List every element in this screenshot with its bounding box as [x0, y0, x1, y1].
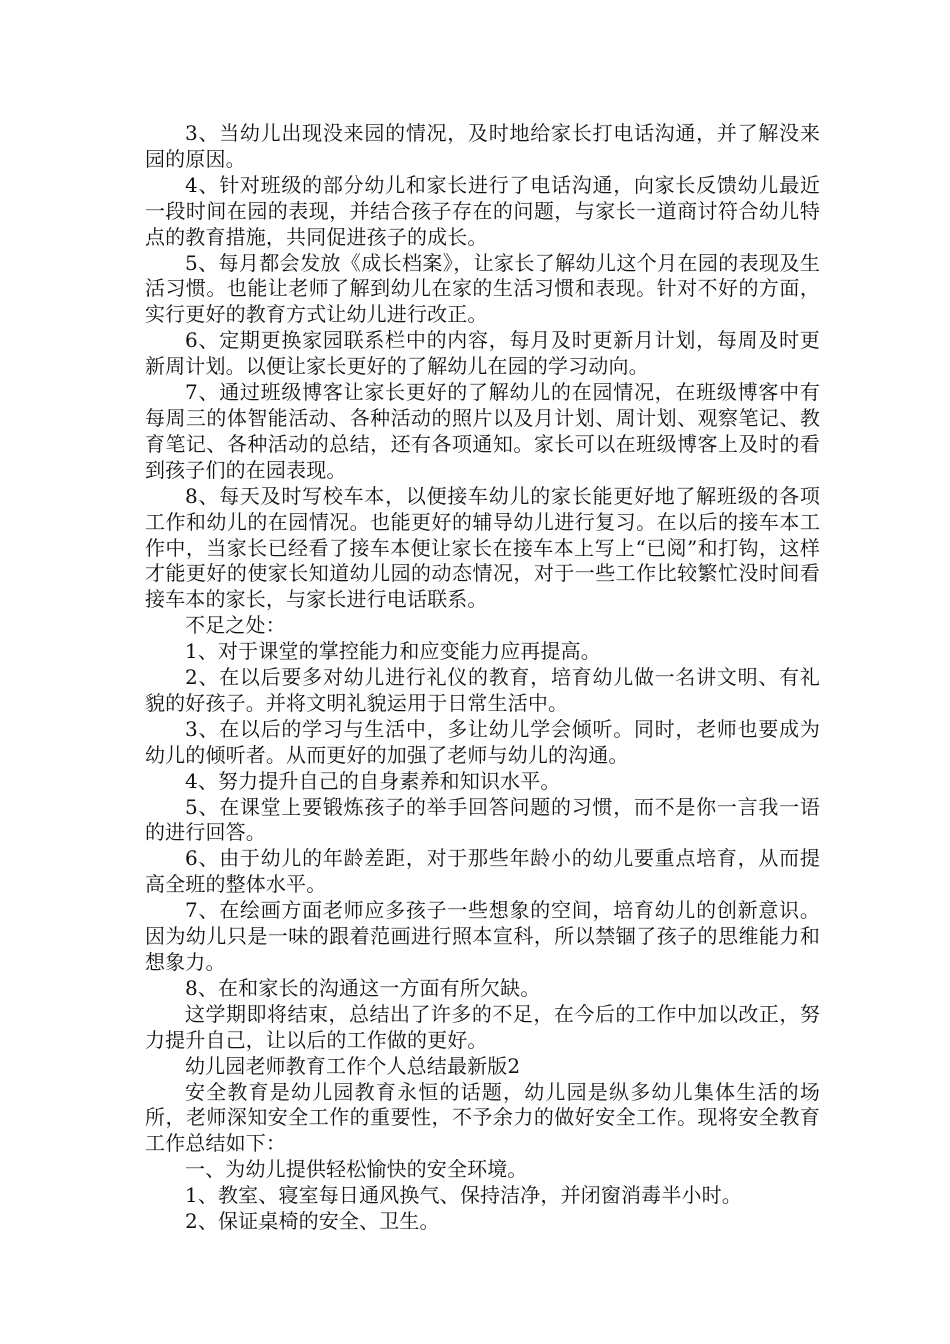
paragraph-item-8: 8、每天及时写校车本，以便接车幼儿的家长能更好地了解班级的各项工作和幼儿的在园情况。也能更好的辅导幼儿进行复习。在以后的接车本工作中，当家长已经看了接车本便让家长在接车本上写上“已阅”和打钩，这样才能更好的使家长知道幼儿园的动态情况，对于一些工作比较繁忙没时间看接车本的家长，与家长进行电话联系。: [145, 483, 820, 612]
section-title: 幼儿园老师教育工作个人总结最新版2: [185, 1053, 521, 1078]
shortcomings-heading: 不足之处：: [185, 613, 286, 638]
shortcoming-item-6: 6、由于幼儿的年龄差距，对于那些年龄小的幼儿要重点培育，从而提高全班的整体水平。: [145, 846, 820, 897]
safety-item-1: 1、教室、寝室每日通风换气、保持洁净，并闭窗消毒半小时。: [185, 1183, 742, 1208]
shortcoming-item-1: 1、对于课堂的掌控能力和应变能力应再提高。: [185, 639, 601, 664]
shortcoming-item-2: 2、在以后要多对幼儿进行礼仪的教育，培育幼儿做一名讲文明、有礼貌的好孩子。并将文明礼貌运用于日常生活中。: [145, 665, 820, 715]
shortcoming-item-3: 3、在以后的学习与生活中，多让幼儿学会倾听。同时，老师也要成为幼儿的倾听者。从而更好的加强了老师与幼儿的沟通。: [145, 716, 820, 767]
paragraph-item-4: 4、针对班级的部分幼儿和家长进行了电话沟通，向家长反馈幼儿最近一段时间在园的表现，并结合孩子存在的问题，与家长一道商讨符合幼儿特点的教育措施，共同促进孩子的成长。: [145, 172, 820, 249]
shortcoming-item-8: 8、在和家长的沟通这一方面有所欠缺。: [185, 975, 541, 1000]
paragraph-item-6: 6、定期更换家园联系栏中的内容，每月及时更新月计划，每周及时更新周计划。以便让家长更好的了解幼儿在园的学习动向。: [145, 328, 820, 379]
shortcoming-item-5: 5、在课堂上要锻炼孩子的举手回答问题的习惯，而不是你一言我一语的进行回答。: [145, 794, 820, 845]
safety-item-2: 2、保证桌椅的安全、卫生。: [185, 1209, 440, 1234]
paragraph-item-7: 7、通过班级博客让家长更好的了解幼儿的在园情况，在班级博客中有每周三的体智能活动、各种活动的照片以及月计划、周计划、观察笔记、教育笔记、各种活动的总结，还有各项通知。家长可以在班级博客上及时的看到孩子们的在园表现。: [145, 380, 820, 482]
paragraph-item-3: 3、当幼儿出现没来园的情况，及时地给家长打电话沟通，并了解没来园的原因。: [145, 121, 820, 171]
safety-heading-1: 一、为幼儿提供轻松愉快的安全环境。: [185, 1157, 528, 1182]
document-body: [145, 121, 820, 1235]
shortcoming-item-4: 4、努力提升自己的自身素养和知识水平。: [185, 768, 561, 793]
paragraph-item-5: 5、每月都会发放《成长档案》，让家长了解幼儿这个月在园的表现及生活习惯。也能让老师了解到幼儿在家的生活习惯和表现。针对不好的方面，实行更好的教育方式让幼儿进行改正。: [145, 250, 820, 327]
safety-intro-paragraph: 安全教育是幼儿园教育永恒的话题，幼儿园是纵多幼儿集体生活的场所，老师深知安全工作的重要性，不予余力的做好安全工作。现将安全教育工作总结如下：: [145, 1079, 820, 1156]
shortcoming-item-7: 7、在绘画方面老师应多孩子一些想象的空间，培育幼儿的创新意识。因为幼儿只是一味的跟着范画进行照本宣科，所以禁锢了孩子的思维能力和想象力。: [145, 898, 820, 974]
conclusion-paragraph: 这学期即将结束，总结出了许多的不足，在今后的工作中加以改正，努力提升自己，让以后的工作做的更好。: [145, 1001, 820, 1052]
